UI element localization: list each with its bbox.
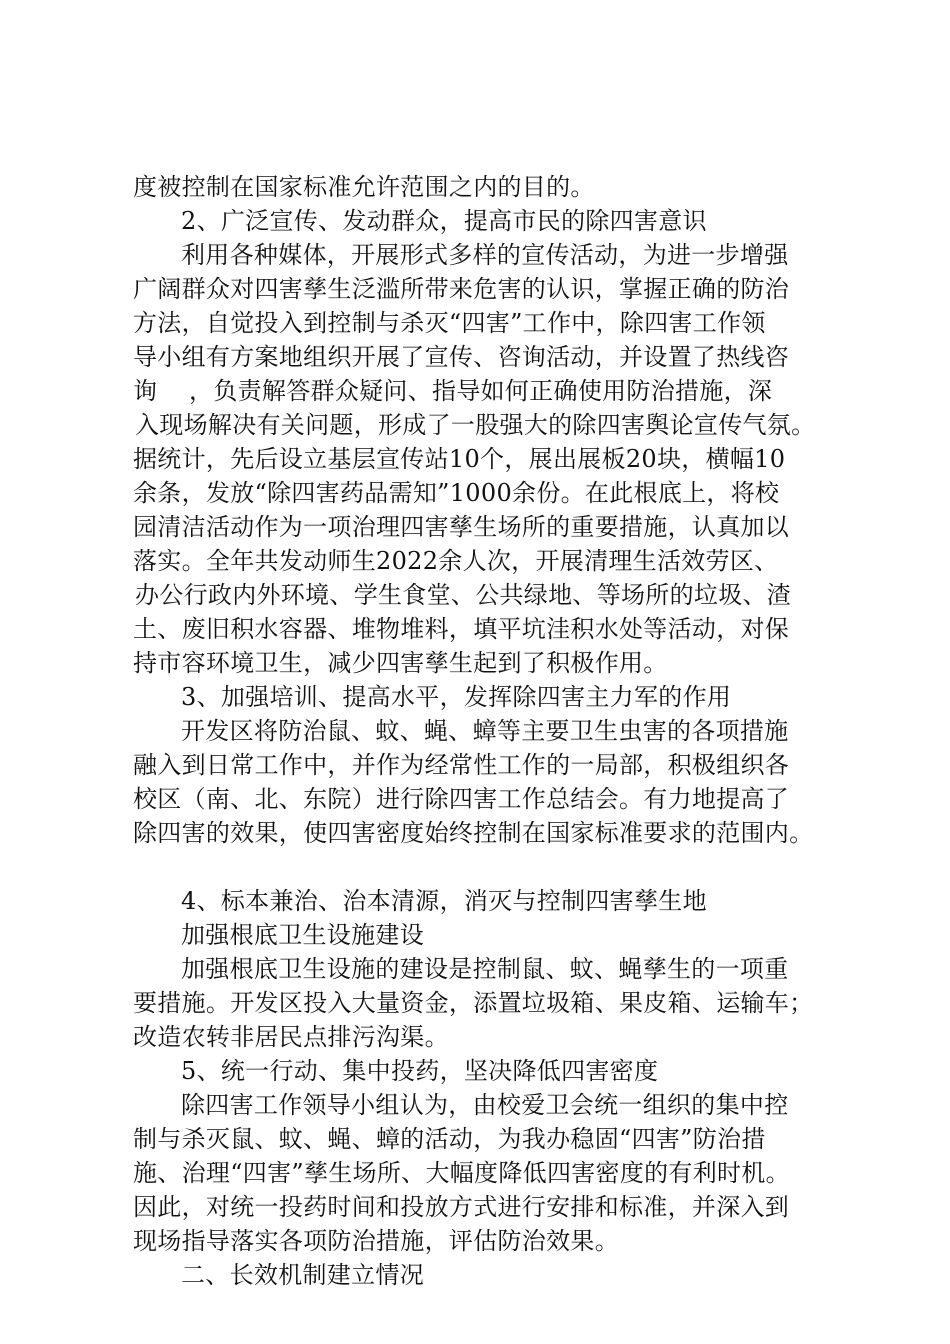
text-line: 询 ，负责解答群众疑问、指导如何正确使用防治措施，深 [133,377,773,405]
text-line: 融入到日常工作中，并作为经常性工作的一局部，积极组织各 [133,751,790,779]
section-heading: 5、统一行动、集中投药，坚决降低四害密度 [181,1057,659,1085]
text-line: 除四害工作领导小组认为，由校爱卫会统一组织的集中控 [181,1091,789,1119]
text-line: 度被控制在国家标准允许范围之内的目的。 [133,173,595,201]
text-line: 除四害的效果，使四害密度始终控制在国家标准要求的范围内。 [133,819,814,847]
text-line: 加强根底卫生设施的建设是控制鼠、蚊、蝇孳生的一项重 [181,955,789,983]
text-line: 因此，对统一投药时间和投放方式进行安排和标准，并深入到 [133,1193,790,1221]
text-line: 要措施。开发区投入大量资金，添置垃圾箱、果皮箱、运输车； [133,989,814,1017]
text-line: 持市容环境卫生，减少四害孳生起到了积极作用。 [133,649,668,677]
section-heading: 2、广泛宣传、发动群众，提高市民的除四害意识 [181,207,707,235]
text-line: 园清洁活动作为一项治理四害孳生场所的重要措施，认真加以 [133,513,790,541]
text-line: 校区（南、北、东院）进行除四害工作总结会。有力地提高了 [133,785,790,813]
subsection-heading: 加强根底卫生设施建设 [181,921,424,949]
section-heading: 4、标本兼治、治本清源，消灭与控制四害孳生地 [181,887,707,915]
text-line: 方法，自觉投入到控制与杀灭“四害”工作中，除四害工作领 [133,309,766,337]
text-line: 办公行政内外环境、学生食堂、公共绿地、等场所的垃圾、渣 [135,581,792,609]
text-line: 土、废旧积水容器、堆物堆料，填平坑洼积水处等活动，对保 [133,615,790,643]
text-line: 制与杀灭鼠、蚊、蝇、蟑的活动，为我办稳固“四害”防治措 [133,1125,766,1153]
section-heading: 二、长效机制建立情况 [181,1261,424,1289]
text-line: 改造农转非居民点排污沟渠。 [133,1023,449,1051]
text-line: 开发区将防治鼠、蚊、蝇、蟑等主要卫生虫害的各项措施 [181,717,789,745]
text-line: 施、治理“四害”孳生场所、大幅度降低四害密度的有利时机。 [133,1159,790,1187]
text-line: 导小组有方案地组织开展了宣传、咨询活动，并设置了热线咨 [133,343,790,371]
text-line: 入现场解决有关问题，形成了一股强大的除四害舆论宣传气氛。 [135,411,816,439]
text-line: 落实。全年共发动师生2022余人次，开展清理生活效劳区、 [133,547,779,575]
section-heading: 3、加强培训、提高水平，发挥除四害主力军的作用 [181,683,732,711]
text-line: 广阔群众对四害孳生泛滥所带来危害的认识，掌握正确的防治 [133,275,790,303]
text-line: 现场指导落实各项防治措施，评估防治效果。 [133,1227,619,1255]
text-line: 利用各种媒体，开展形式多样的宣传活动，为进一步增强 [181,241,789,269]
text-line: 余条，发放“除四害药品需知”1000余份。在此根底上，将校 [133,479,780,507]
text-line: 据统计，先后设立基层宣传站10个，展出展板20块，横幅10 [133,445,786,473]
